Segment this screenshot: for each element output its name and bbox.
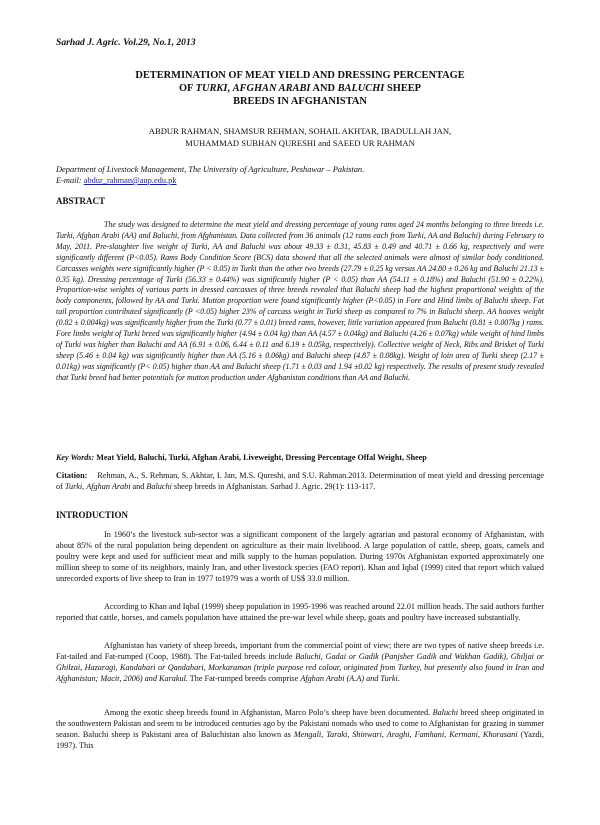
- authors-line-1: ABDUR RAHMAN, SHAMSUR REHMAN, SOHAIL AKHTAR, IBADULLAH JAN,: [148, 126, 452, 136]
- title-text: ,: [227, 83, 233, 94]
- journal-header: Sarhad J. Agric. Vol.29, No.1, 2013: [56, 37, 196, 48]
- intro-text: Among the exotic sheep breeds found in Afghanistan, Marco Polo’s sheep have been documented.: [104, 708, 433, 717]
- citation: [56, 470, 544, 492]
- intro-paragraph-3: [56, 640, 544, 684]
- intro-paragraph-2: According to Khan and Iqbal (1999) sheep population in 1995-1996 was reached around 22.01 million heads. The said authors further reported that cattle, horses, and camels population have attained the pre-war level while sheep, goats and poultry have increased substantially.: [56, 602, 544, 623]
- title-breed-baluchi: BALUCHI: [337, 83, 385, 94]
- citation-breed-turki: Turki: [64, 482, 83, 492]
- intro-text: Afghanistan has variety of sheep breeds, important from the commercial point of view; there are two types of native sheep breeds i.e. Fat-tailed and Fat-rumped (Coop, 1988). The Fat-tailed breeds include: [56, 641, 544, 662]
- intro-text: breed sheep originated in the southwestern Pakistan and seem to be introduced centuries ago by the Pakistani nomads who used to come to Afghanistan for grazing in summer season. Baluchi sheep is Pakistani area of Baluchistan also known as: [56, 708, 544, 740]
- citation-breed-baluchi: Baluchi: [146, 482, 172, 492]
- title-breed-turki: TURKI: [195, 83, 228, 94]
- intro-breed: Baluchi: [432, 708, 459, 717]
- citation-text: Rehman, A., S. Rehman, S. Akhtar, I. Jan, M.S. Qureshi, and S.U. Rahman.2013. Determination of meat yield and dressing percentage of: [56, 471, 544, 492]
- email-link[interactable]: abdur_rahman@aup.edu.pk: [83, 176, 177, 185]
- intro-breed-list: Baluchi, Gadai or Gadik (Panjsher Gadik and Wakhan Gadik), Ghiljai or Ghilzai, Hazaragi, Kandahari or Qandahari, Morkaraman (triple purpose red colour, originated from Turkey, but presently also found in Iran and Afghanistan; Macit, 2006) and Karakul.: [56, 652, 544, 684]
- keywords: [56, 452, 544, 463]
- intro-paragraph-1: In 1960’s the livestock sub-sector was a significant component of the largely agrarian and pastoral economy of Afghanistan, with about 85% of the rural population being dependent on agriculture as their main livelihood. A large population of cattle, sheep, goats, camels and poultry were kept and used for sufficient meat and milk supply to the human population. During 1970s Afghanistan exported approximately one million sheep to some of its neighbors, mainly Iran, and other livestock species (FAO report). Khan and Iqbal (1999) cited that report which valued unrecorded exports of live sheep to Iran in 1977 to1979 was a worth of US$ 33.0 million.: [56, 530, 544, 584]
- citation-text: sheep breeds in Afghanistan. Sarhad J. Agric. 29(1): 113-117.: [171, 482, 376, 492]
- intro-text: The Fat-rumped breeds comprise: [187, 674, 301, 684]
- authors-line-2: MUHAMMAD SUBHAN QURESHI and SAEED UR RAHMAN: [185, 138, 415, 148]
- citation-label: Citation:: [56, 471, 88, 480]
- intro-text: (Yazdi, 1997). This: [56, 730, 544, 751]
- affiliation: [56, 164, 544, 186]
- title-text: AND: [310, 83, 338, 94]
- title-breed-afghan-arabi: AFGHAN ARABI: [232, 83, 311, 94]
- title-line-2: [56, 82, 544, 95]
- citation-breed-afghan-arabi: Afghan Arabi: [86, 482, 131, 492]
- citation-text: ,: [82, 482, 87, 492]
- keywords-label: Key Words:: [56, 453, 95, 462]
- abstract-heading: ABSTRACT: [56, 196, 106, 206]
- intro-text: .: [397, 674, 400, 684]
- intro-breed-list: Afghan Arabi (A.A) and Turki: [300, 674, 398, 684]
- title-line-1: DETERMINATION OF MEAT YIELD AND DRESSING PERCENTAGE: [135, 70, 465, 81]
- intro-breed-list: Mengali, Taraki, Shinwari, Araghi, Famhani, Kermani, Khorasani: [293, 730, 518, 740]
- title-text: SHEEP: [384, 83, 422, 94]
- introduction-heading: INTRODUCTION: [56, 510, 129, 520]
- department: Department of Livestock Management, The University of Agriculture, Peshawar – Pakistan.: [56, 165, 365, 174]
- citation-text: and: [130, 482, 147, 492]
- intro-paragraph-4: [56, 707, 544, 751]
- paper-title: [56, 69, 544, 108]
- title-line-3: BREEDS IN AFGHANISTAN: [233, 96, 367, 107]
- email-line: [56, 175, 544, 186]
- abstract-text: The study was designed to determine the meat yield and dressing percentage of young rams aged 24 months belonging to three breeds i.e. Turki, Afghan Arabi (AA) and Baluchi, from Afghanistan. Data collected from 36 animals (12 rams each from Turki, AA and Baluchi) during February to May, 2011. Pre-slaughter live weight of Turki, AA and Baluchi was about 49.33 ± 0.31, 45.83 ± 0.49 and 40.71 ± 0.66 kg, respectively and were significantly different (P<0.05). Rams Body Condition Score (BCS) data showed that all the selected animals were almost of similar body conditioned. Carcasses weights were significantly higher (P < 0.05) in Turki than the other two breeds (27.79 ± 0.25 kg versus AA 24.80 ± 0.26 kg and Baluchi 21.13 ± 0.35 kg). Dressing percentage of Turki (56.33 ± 0.44%) was significantly higher (P < 0.05) than AA (54.11 ± 0.18%) and Baluchi (51.90 ± 0.22%). Proportion-wise weights of various parts in dressed carcasses of three breeds revealed that Baluchi sheep had the highest proportional weights of the body components, followed by AA and Turki. Mutton proportion were found significantly higher (P<0.05) in Fore and Hind limbs of Baluchi sheep. Fat tail proportion contributed significantly (P <0.05) higher 23% of carcass weight in Turki sheep as compared to 7% in Baluchi sheep. AA hooves weight (0.82 ± 0.004kg) was significantly higher from the Turki (0.77 ± 0.01) breed rams, however, little variation appeared from Baluchi (0.81 ± 0.007kg ) rams. Fore limbs weight of Turki breed was significantly higher (4.94 ± 0.04 kg) than AA (4.57 ± 0.04kg) and Baluchi (4.26 ± 0.07kg) while weight of hind limbs of Turki was higher than Baluchi and AA (6.91 ± 0.06, 6.44 ± 0.11 and 6.19 ± 0.05kg, respectively). Collective weight of Neck, Ribs and Brisket of Turki sheep (5.46 ± 0.04 kg) was significantly higher than AA (5.16 ± 0.06kg) and Baluchi sheep (4.87 ± 0.08kg). Weight of loin area of Turki sheep (2.17 ± 0.01kg) was significantly (P< 0.05) higher than AA and Baluchi sheep (1.71 ± 0.03 and 1.94 ±0.02 kg) respectively. The results of present study revealed that Turki breed had better potentials for mutton production under Afghanistan conditions than AA and Baluchi.: [56, 220, 544, 382]
- keywords-text: Meat Yield, Baluchi, Turki, Afghan Arabi, Liveweight, Dressing Percentage Offal Weight, Sheep: [96, 453, 427, 462]
- author-list: [56, 125, 544, 149]
- title-text: OF: [178, 83, 196, 94]
- email-label: E-mail:: [56, 176, 84, 185]
